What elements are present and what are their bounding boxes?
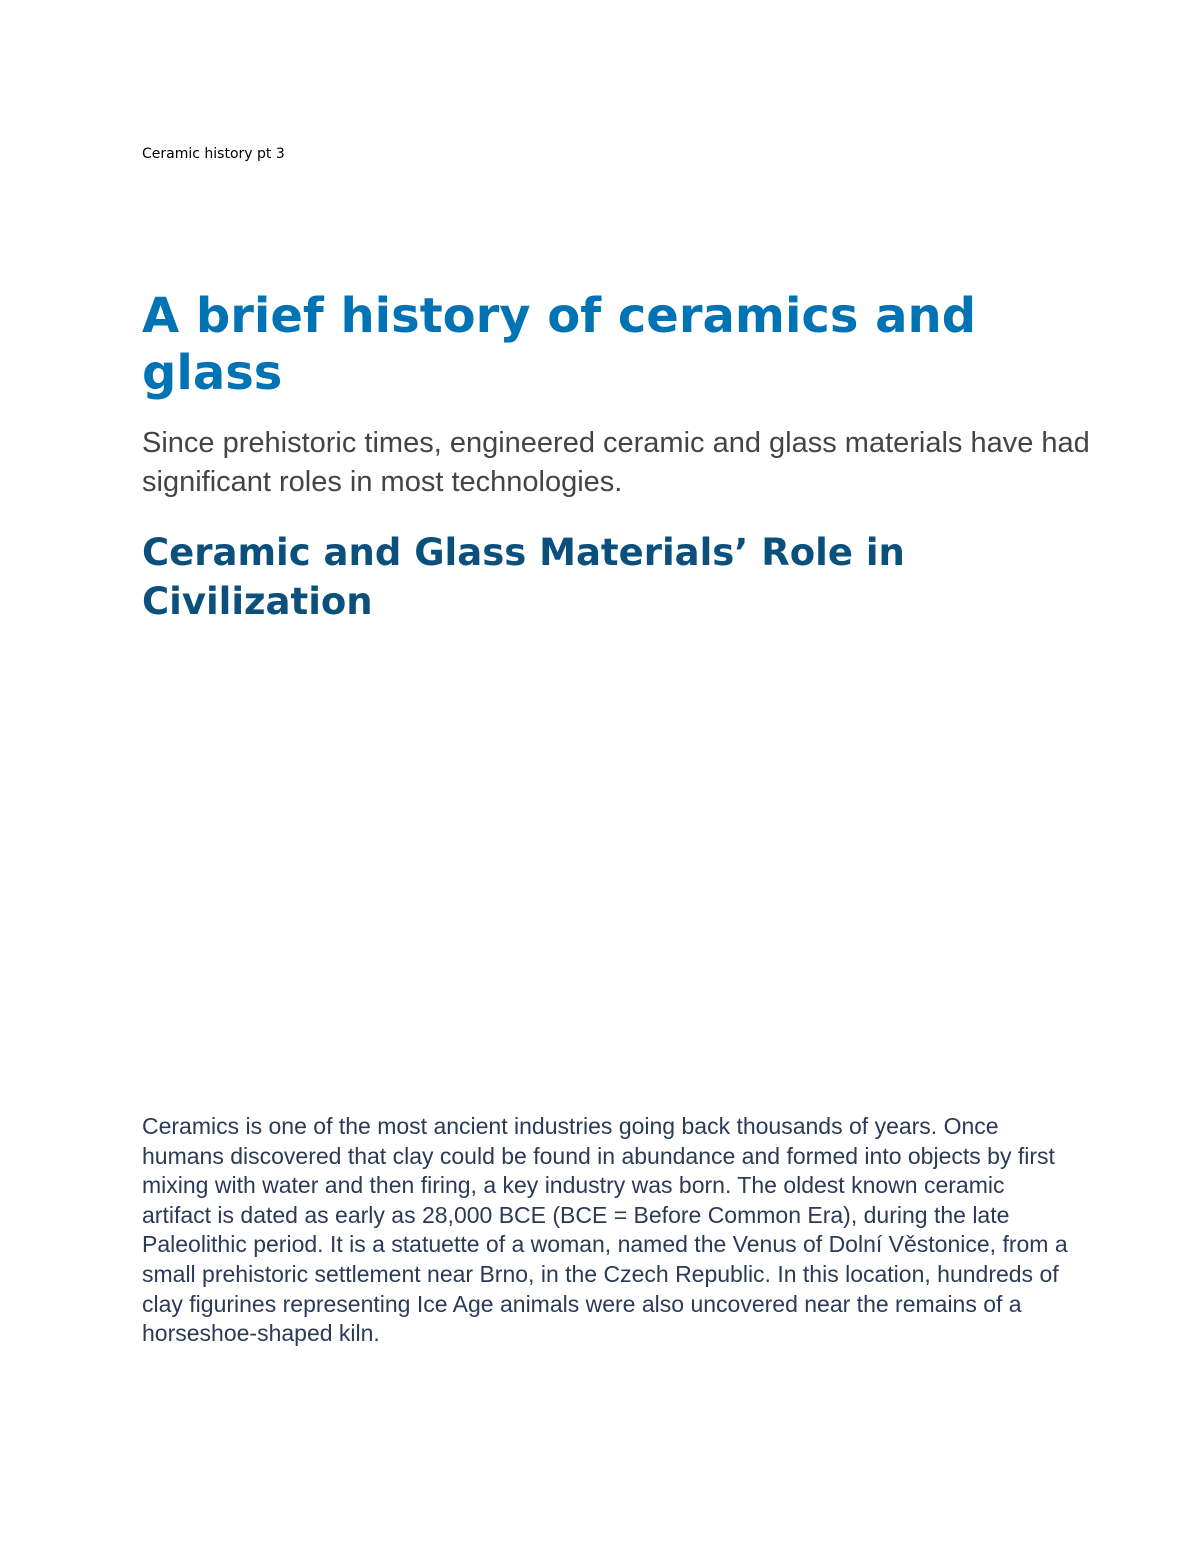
page-title: A brief history of ceramics and glass bbox=[142, 288, 977, 401]
body-paragraph: Ceramics is one of the most ancient industries going back thousands of years. Once humans discovered that clay could be found in abundance and formed into objects by first mixing with water and then firing, a key industry was born. The oldest known ceramic artifact is dated as early as 28,000 BCE (BCE = Before Common Era), during the late Paleolithic period. It is a statuette of a woman, named the Venus of Dolní Věstonice, from a small prehistoric settlement near Brno, in the Czech Republic. In this location, hundreds of clay figurines representing Ice Age animals were also uncovered near the remains of a horseshoe-shaped kiln. bbox=[142, 1113, 1068, 1347]
section-heading: Ceramic and Glass Materials’ Role in Civilization bbox=[142, 531, 905, 623]
document-header-text: Ceramic history pt 3 bbox=[142, 146, 285, 162]
page-subtitle: Since prehistoric times, engineered ceramic and glass materials have had significant roles in most technologies. bbox=[142, 427, 1090, 498]
